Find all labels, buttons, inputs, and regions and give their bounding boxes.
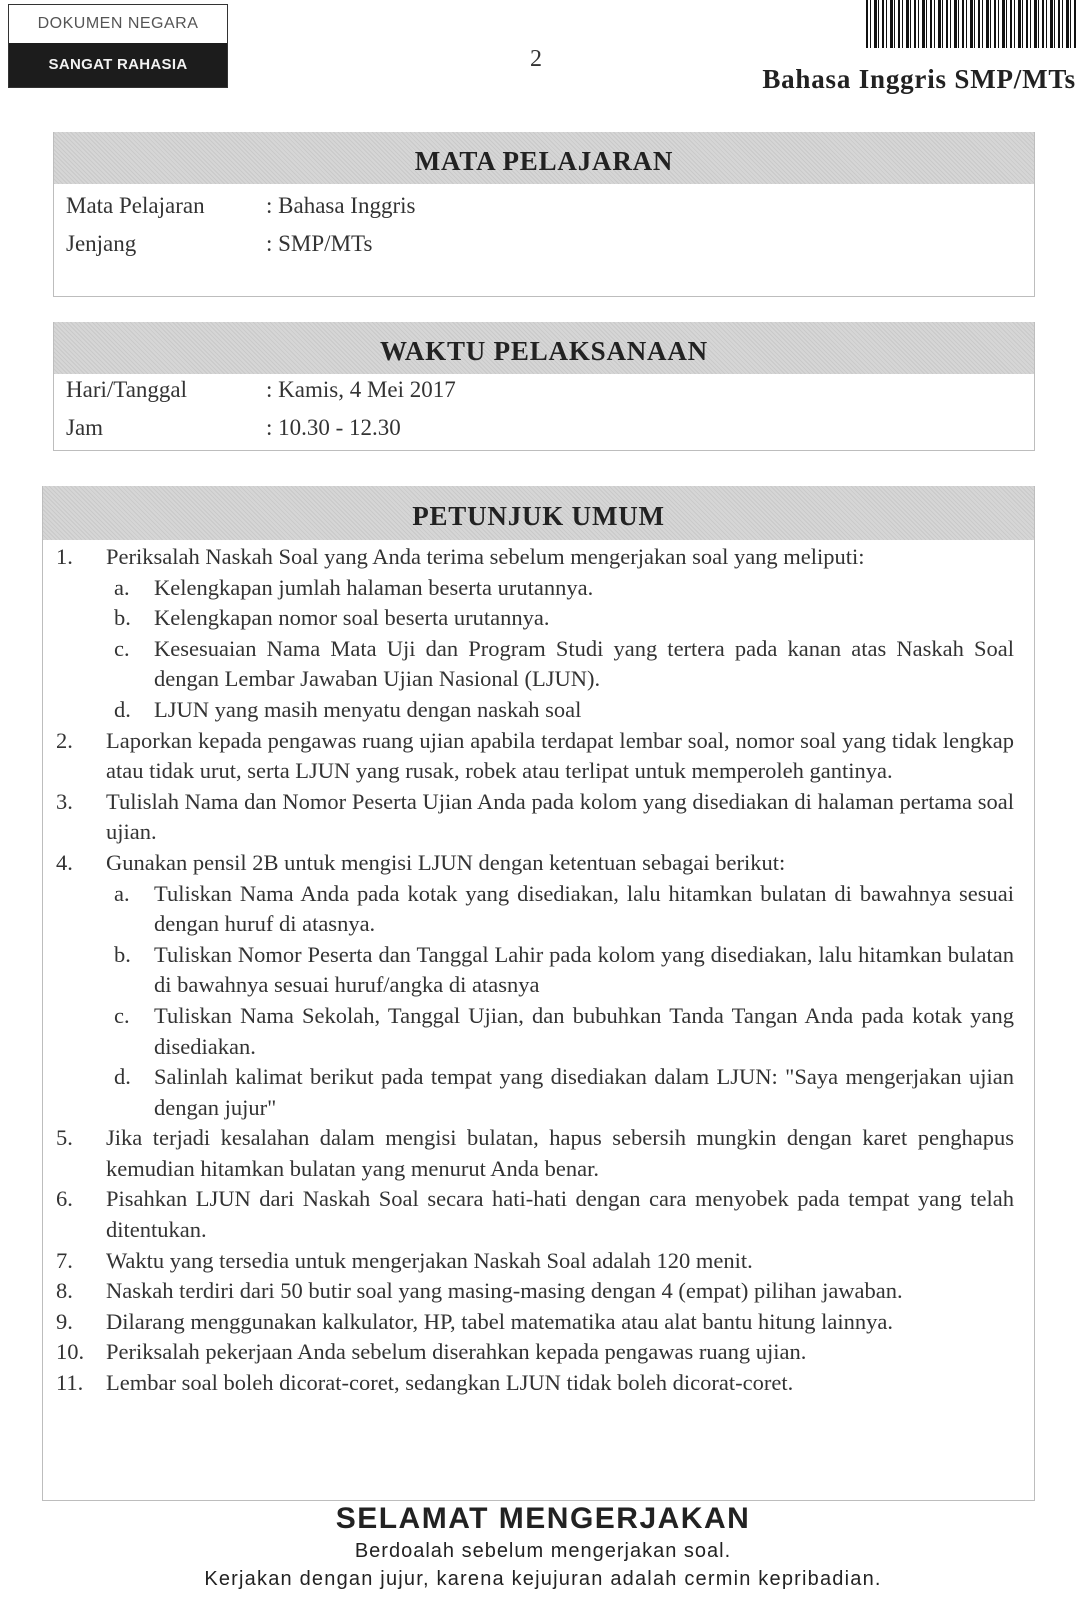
sub-item — [56, 1062, 1014, 1123]
instruction-number: 3. — [56, 788, 73, 814]
sub-item-text: Kelengkapan nomor soal beserta urutannya. — [154, 605, 550, 631]
info-value: : Bahasa Inggris — [266, 193, 416, 218]
instruction-item — [56, 1307, 1014, 1338]
barcode-icon — [866, 0, 1078, 48]
instruction-number: 1. — [56, 544, 73, 569]
info-value: : Kamis, 4 Mei 2017 — [266, 377, 456, 402]
stamp-document-label: DOKUMEN NEGARA — [37, 15, 199, 32]
sub-item — [56, 634, 1014, 695]
info-row — [54, 412, 1034, 450]
instruction-item — [56, 1337, 1014, 1368]
instruction-number: 8. — [56, 1278, 73, 1304]
stamp-secret-label: SANGAT RAHASIA — [9, 43, 227, 87]
classification-stamp — [8, 4, 228, 88]
sub-item-letter: b. — [114, 605, 131, 631]
sub-item-letter: c. — [114, 1002, 130, 1028]
closing-honesty-line: Kerjakan dengan jujur, karena kejujuran adalah cermin kepribadian. — [204, 1568, 882, 1590]
instruction-number: 5. — [56, 1125, 73, 1151]
sub-item-letter: a. — [114, 880, 130, 906]
instruction-item — [56, 726, 1014, 787]
info-label: Jam — [66, 415, 104, 440]
sub-item-letter: d. — [114, 696, 131, 722]
instruction-text: Waktu yang tersedia untuk mengerjakan Naskah Soal adalah 120 menit. — [106, 1247, 753, 1273]
header-subject: Bahasa Inggris SMP/MTs — [762, 64, 1076, 94]
sub-item-text: Tuliskan Nomor Peserta dan Tanggal Lahir pada kolom yang disediakan, lalu hitamkan bulatan di bawahnya sesuai huruf/angka di atasnya — [154, 941, 1014, 998]
info-row — [54, 190, 1034, 228]
instruction-number: 7. — [56, 1247, 73, 1273]
sub-item-text: Tuliskan Nama Anda pada kotak yang disediakan, lalu hitamkan bulatan di bawahnya sesuai dengan huruf di atasnya. — [154, 880, 1014, 937]
sub-item-text: Kelengkapan jumlah halaman beserta urutannya. — [154, 574, 594, 600]
instruction-text: Pisahkan LJUN dari Naskah Soal secara hati-hati dengan cara menyobek pada tempat yang telah ditentukan. — [106, 1186, 1014, 1243]
waktu-pelaksanaan-title: WAKTU PELAKSANAAN — [54, 322, 1034, 374]
sub-item — [56, 573, 1014, 604]
mata-pelajaran-title: MATA PELAJARAN — [54, 132, 1034, 184]
info-row — [54, 228, 1034, 266]
instruction-number: 10. — [56, 1339, 85, 1365]
instruction-item — [56, 1123, 1014, 1184]
sub-item-text: Salinlah kalimat berikut pada tempat yang disediakan dalam LJUN: "Saya mengerjakan ujian dengan jujur" — [154, 1064, 1014, 1120]
instruction-text: Lembar soal boleh dicorat-coret, sedangkan LJUN tidak boleh dicorat-coret. — [106, 1370, 794, 1396]
instruction-text: Dilarang menggunakan kalkulator, HP, tabel matematika atau alat bantu hitung lainnya. — [106, 1308, 893, 1334]
info-row — [54, 374, 1034, 412]
instruction-list — [56, 542, 1014, 1399]
instruction-number: 2. — [56, 727, 73, 753]
sub-item-letter: c. — [114, 635, 130, 661]
instruction-number: 4. — [56, 849, 73, 875]
info-value: : SMP/MTs — [266, 231, 373, 256]
closing-title: SELAMAT MENGERJAKAN — [335, 1502, 751, 1535]
instruction-number: 11. — [56, 1370, 84, 1396]
info-value: : 10.30 - 12.30 — [266, 415, 401, 440]
instruction-text: Jika terjadi kesalahan dalam mengisi bulatan, hapus sebersih mungkin dengan karet penghapus kemudian hitamkan bulatan yang menurut Anda benar. — [106, 1125, 1014, 1181]
sub-item-letter: b. — [114, 941, 131, 967]
sub-item — [56, 603, 1014, 634]
instruction-item — [56, 1184, 1014, 1245]
sub-item — [56, 1001, 1014, 1062]
waktu-pelaksanaan-box — [53, 322, 1035, 451]
sub-item-text: LJUN yang masih menyatu dengan naskah soal — [154, 696, 582, 722]
sub-item — [56, 879, 1014, 940]
info-label: Mata Pelajaran — [66, 193, 205, 218]
sub-item — [56, 695, 1014, 726]
instruction-text: Periksalah pekerjaan Anda sebelum diserahkan kepada pengawas ruang ujian. — [106, 1339, 807, 1365]
sub-item — [56, 940, 1014, 1001]
instruction-item — [56, 787, 1014, 848]
instruction-item — [56, 1246, 1014, 1277]
instruction-text: Gunakan pensil 2B untuk mengisi LJUN dengan ketentuan sebagai berikut: — [106, 849, 786, 875]
instruction-text: Tulislah Nama dan Nomor Peserta Ujian Anda pada kolom yang disediakan di halaman pertama soal ujian. — [106, 788, 1014, 845]
instruction-item — [56, 848, 1014, 879]
mata-pelajaran-box — [53, 132, 1035, 297]
instruction-text: Naskah terdiri dari 50 butir soal yang masing-masing dengan 4 (empat) pilihan jawaban. — [106, 1278, 903, 1304]
instruction-text: Laporkan kepada pengawas ruang ujian apabila terdapat lembar soal, nomor soal yang tidak lengkap atau tidak urut, serta LJUN yang rusak, robek atau terlipat untuk memperoleh gantinya. — [106, 727, 1014, 784]
info-label: Hari/Tanggal — [66, 377, 188, 402]
sub-item-letter: a. — [114, 574, 130, 600]
closing-prayer-line: Berdoalah sebelum mengerjakan soal. — [354, 1540, 732, 1562]
instruction-item — [56, 542, 1014, 573]
petunjuk-umum-title: PETUNJUK UMUM — [43, 486, 1034, 540]
instruction-number: 9. — [56, 1308, 73, 1334]
instruction-text: Periksalah Naskah Soal yang Anda terima sebelum mengerjakan soal yang meliputi: — [106, 544, 865, 569]
sub-item-letter: d. — [114, 1064, 131, 1090]
sub-item-text: Kesesuaian Nama Mata Uji dan Program Studi yang tertera pada kanan atas Naskah Soal dengan Lembar Jawaban Ujian Nasional (LJUN). — [154, 635, 1014, 692]
sub-item-text: Tuliskan Nama Sekolah, Tanggal Ujian, dan bubuhkan Tanda Tangan Anda pada kotak yang disediakan. — [154, 1002, 1014, 1059]
page-number: 2 — [530, 46, 542, 72]
info-label: Jenjang — [66, 231, 137, 256]
instruction-item — [56, 1276, 1014, 1307]
instruction-number: 6. — [56, 1186, 73, 1212]
instruction-item — [56, 1368, 1014, 1399]
